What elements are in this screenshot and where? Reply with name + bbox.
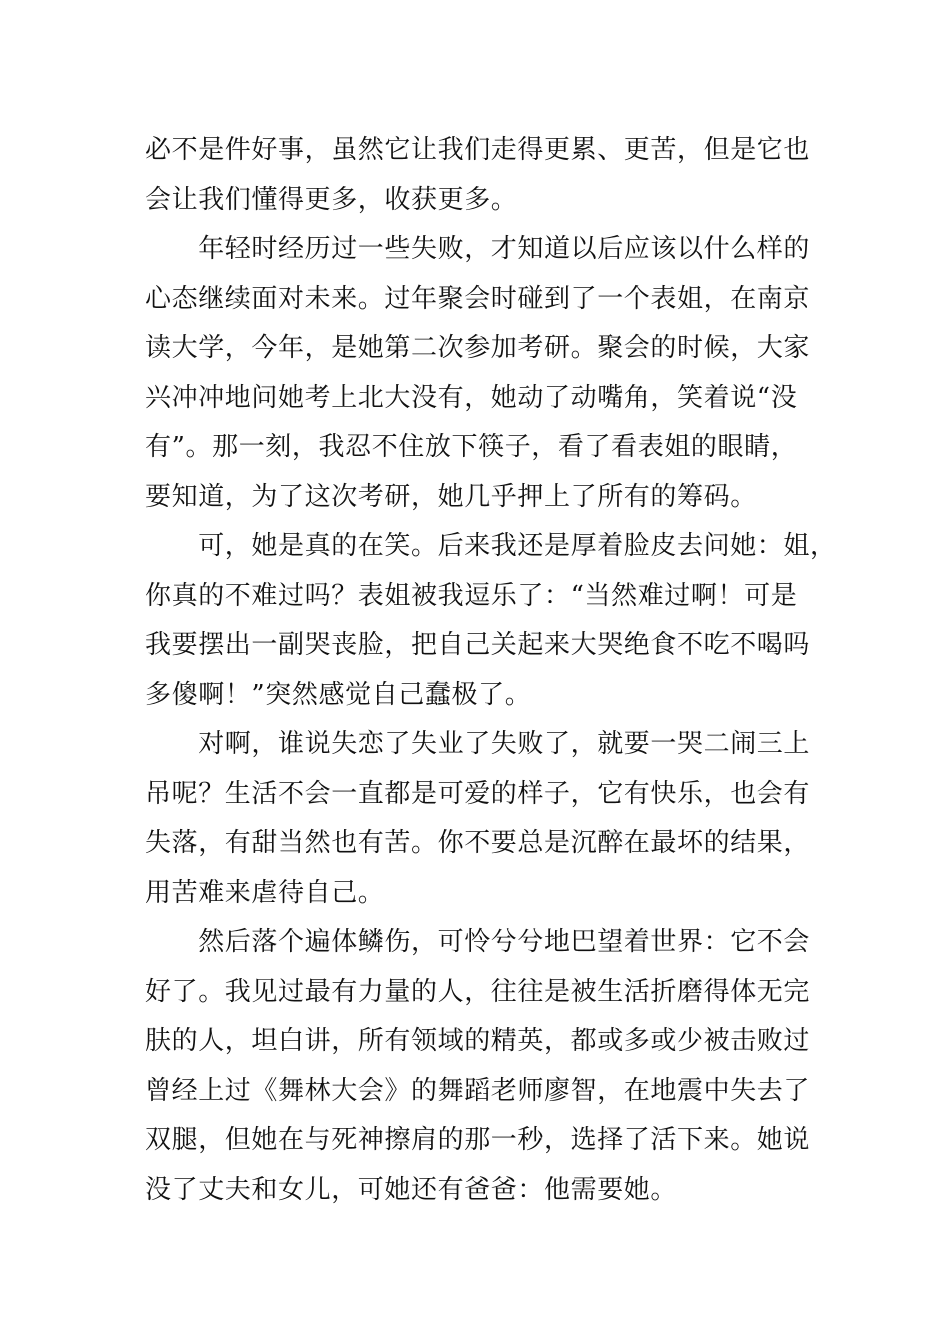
text-line: 多傻啊！”突然感觉自己蠢极了。 [145, 679, 532, 710]
text-line: 心态继续面对未来。过年聚会时碰到了一个表姐，在南京 [145, 283, 811, 314]
text-line: 双腿，但她在与死神擦肩的那一秒，选择了活下来。她说 [145, 1125, 811, 1155]
text-line: 失落，有甜当然也有苦。你不要总是沉醉在最坏的结果， [145, 828, 811, 858]
text-line: 必不是件好事，虽然它让我们走得更累、更苦，但是它也 [145, 135, 811, 165]
text-line: 要知道，为了这次考研，她几乎押上了所有的筹码。 [145, 481, 757, 512]
text-line: 可，她是真的在笑。后来我还是厚着脸皮去问她：姐， [145, 531, 837, 561]
text-line: 好了。我见过最有力量的人，往往是被生活折磨得体无完 [145, 976, 811, 1007]
text-line: 吊呢？生活不会一直都是可爱的样子，它有快乐，也会有 [145, 778, 811, 809]
text-line: 曾经上过《舞林大会》的舞蹈老师廖智，在地震中失去了 [145, 1075, 811, 1106]
text-line: 然后落个遍体鳞伤，可怜兮兮地巴望着世界：它不会 [145, 927, 811, 957]
document-body [145, 126, 837, 1215]
text-line: 年轻时经历过一些失败，才知道以后应该以什么样的 [145, 234, 811, 264]
text-line: 肤的人，坦白讲，所有领域的精英，都或多或少被击败过 [145, 1026, 811, 1056]
text-line: 没了丈夫和女儿，可她还有爸爸：他需要她。 [145, 1174, 678, 1205]
text-line: 用苦难来虐待自己。 [145, 877, 385, 908]
text-line: 兴冲冲地问她考上北大没有，她动了动嘴角，笑着说“没 [145, 382, 798, 413]
text-line: 读大学，今年，是她第二次参加考研。聚会的时候，大家 [145, 333, 811, 363]
text-line: 我要摆出一副哭丧脸，把自己关起来大哭绝食不吃不喝吗 [145, 630, 811, 660]
text-line: 会让我们懂得更多，收获更多。 [145, 184, 518, 215]
text-line: 你真的不难过吗？表姐被我逗乐了：“当然难过啊！可是 [145, 580, 798, 611]
text-line: 有”。那一刻，我忍不住放下筷子，看了看表姐的眼睛， [145, 432, 798, 462]
text-line: 对啊，谁说失恋了失业了失败了，就要一哭二闹三上 [145, 729, 811, 759]
